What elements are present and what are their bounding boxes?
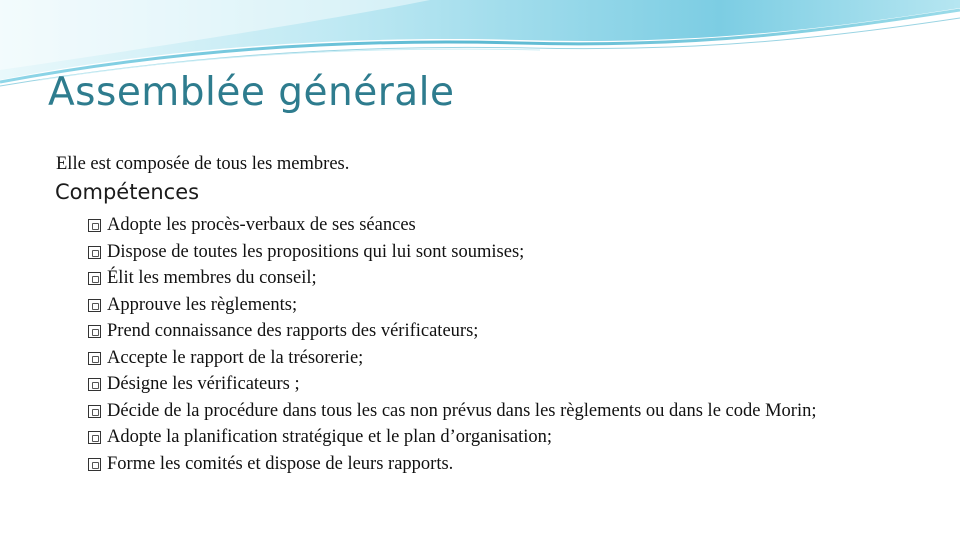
square-bullet-icon [88, 299, 101, 312]
list-item-text: Prend connaissance des rapports des vérificateurs; [107, 321, 479, 341]
square-bullet-icon [88, 325, 101, 338]
list-item [88, 345, 918, 372]
list-item [88, 318, 918, 345]
list-item-text: Élit les membres du conseil; [107, 268, 317, 288]
intro-text: Elle est composée de tous les membres. [56, 154, 350, 174]
square-bullet-icon [88, 352, 101, 365]
list-item [88, 292, 918, 319]
square-bullet-icon [88, 458, 101, 471]
square-bullet-icon [88, 246, 101, 259]
list-item-text: Dispose de toutes les propositions qui lui sont soumises; [107, 241, 525, 262]
list-item-text: Approuve les règlements; [107, 294, 298, 315]
list-item [88, 239, 918, 266]
list-item-text: Décide de la procédure dans tous les cas non prévus dans les règlements ou dans le code Morin; [107, 400, 817, 421]
square-bullet-icon [88, 219, 101, 232]
square-bullet-icon [88, 272, 101, 285]
list-item-text: Forme les comités et dispose de leurs rapports. [107, 453, 454, 474]
list-item [88, 371, 918, 398]
list-item-text: Désigne les vérificateurs ; [107, 374, 300, 394]
square-bullet-icon [88, 431, 101, 444]
square-bullet-icon [88, 378, 101, 391]
list-item [88, 398, 918, 425]
list-item-text: Adopte la planification stratégique et le plan d’organisation; [107, 427, 553, 447]
list-item [88, 451, 918, 478]
slide-title: Assemblée générale [48, 70, 455, 115]
list-item [88, 265, 918, 292]
list-item [88, 424, 918, 451]
section-heading: Compétences [55, 180, 200, 204]
competences-list [88, 212, 918, 477]
square-bullet-icon [88, 405, 101, 418]
list-item [88, 212, 918, 239]
list-item-text: Adopte les procès-verbaux de ses séances [107, 215, 416, 235]
list-item-text: Accepte le rapport de la trésorerie; [107, 347, 364, 368]
